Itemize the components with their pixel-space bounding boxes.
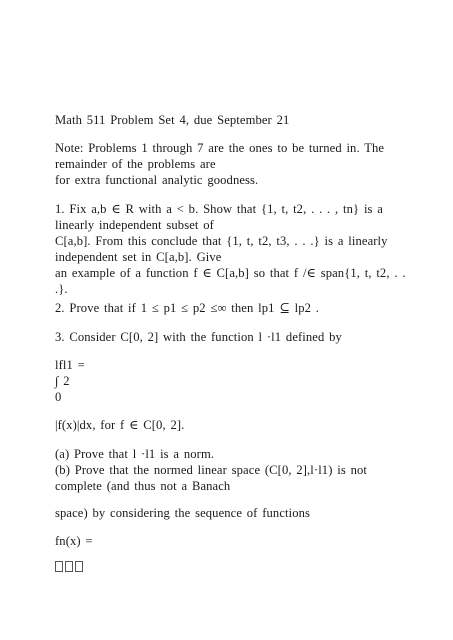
norm-definition-lhs: lfl1 = bbox=[55, 358, 85, 372]
problem-3-part-b-line-2: complete (and thus not a Banach bbox=[55, 479, 231, 493]
problem-3-part-b-line-1: (b) Prove that the normed linear space (C[0, 2],l·l1) is not bbox=[55, 463, 367, 477]
missing-glyph-box bbox=[75, 561, 83, 572]
note-line-3: for extra functional analytic goodness. bbox=[55, 173, 259, 187]
problem-1-line-3: C[a,b]. From this conclude that {1, t, t2, t3, . . .} is a linearly bbox=[55, 234, 388, 248]
note-line-1: Note: Problems 1 through 7 are the ones to be turned in. The bbox=[55, 141, 385, 155]
problem-3-intro: 3. Consider C[0, 2] with the function l ·l1 defined by bbox=[55, 330, 342, 344]
problem-1-line-4: independent set in C[a,b]. Give bbox=[55, 250, 222, 264]
sequence-definition: fn(x) = bbox=[55, 534, 93, 548]
problem-1-line-2: linearly independent subset of bbox=[55, 218, 214, 232]
problem-1-line-1: 1. Fix a,b ∈ R with a < b. Show that {1, t, t2, . . . , tn} is a bbox=[55, 202, 383, 216]
integral-lower-limit: 0 bbox=[55, 390, 62, 404]
integral-sign: ∫ 2 bbox=[55, 374, 70, 388]
integrand: |f(x)|dx, for f ∈ C[0, 2]. bbox=[55, 418, 185, 432]
missing-glyph-box bbox=[65, 561, 73, 572]
problem-1-line-6: .}. bbox=[55, 282, 68, 296]
problem-3-part-a: (a) Prove that l ·l1 is a norm. bbox=[55, 447, 215, 461]
document-title: Math 511 Problem Set 4, due September 21 bbox=[55, 113, 290, 127]
problem-2: 2. Prove that if 1 ≤ p1 ≤ p2 ≤∞ then lp1 ⊆ lp2 . bbox=[55, 301, 320, 315]
note-line-2: remainder of the problems are bbox=[55, 157, 216, 171]
missing-glyph-boxes bbox=[55, 561, 83, 572]
problem-1-line-5: an example of a function f ∈ C[a,b] so that f /∈ span{1, t, t2, . . bbox=[55, 266, 406, 280]
missing-glyph-box bbox=[55, 561, 63, 572]
problem-3-continuation: space) by considering the sequence of functions bbox=[55, 506, 310, 520]
